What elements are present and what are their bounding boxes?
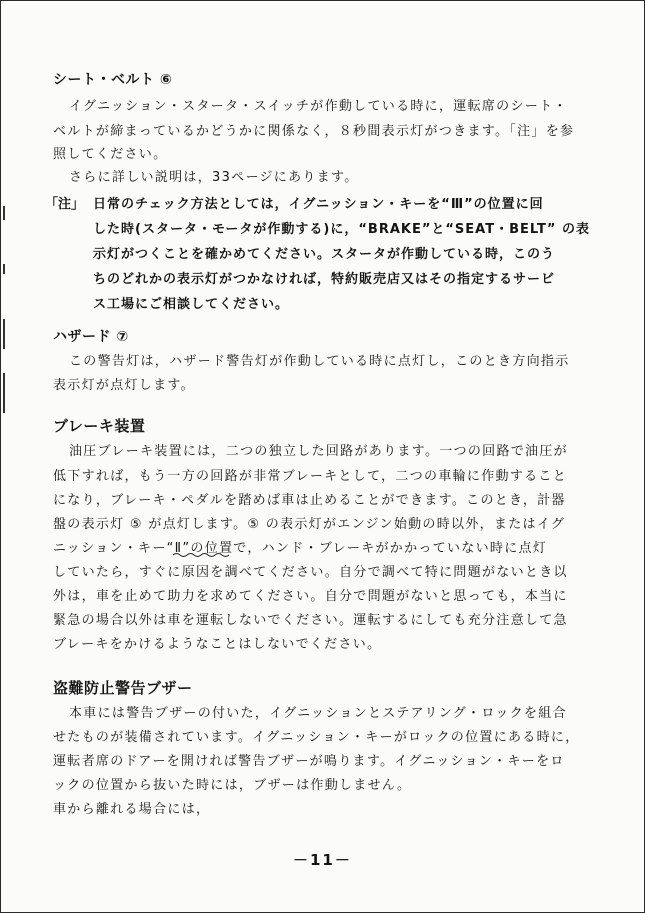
margin-mark bbox=[3, 206, 5, 220]
body-line: ベルトが締まっているかどうかに関係なく，８秒間表示灯がつきます。「注」を参 bbox=[53, 124, 575, 139]
body-line: 緊急の場合以外は車を運転しないでください。運転するにしても充分注意して急 bbox=[53, 613, 568, 628]
note-line: 示灯がつくことを確かめてください。スタータが作動している時，このう bbox=[93, 247, 556, 262]
body-line: さらに詳しい説明は，33ページにあります。 bbox=[69, 170, 359, 185]
section-heading: シート・ベルト ⑥ bbox=[53, 72, 173, 88]
body-line: になり，ブレーキ・ペダルを踏めば車は止めることができます。このとき，計器 bbox=[53, 493, 566, 508]
note-label: 「注」 bbox=[45, 197, 85, 212]
body-line: ニッション・キー“Ⅱ”の位置で，ハンド・ブレーキがかかっていない時に点灯 bbox=[53, 541, 548, 556]
body-line: この警告灯は，ハザード警告灯が作動している時に点灯し，このとき方向指示 bbox=[69, 354, 570, 369]
body-line: していたら，すぐに原因を調べてください。自分で調べて特に問題がないとき以 bbox=[53, 565, 568, 580]
body-line: 車から離れる場合には， bbox=[53, 802, 211, 817]
body-line: 油圧ブレーキ装置には，二つの独立した回路があります。一つの回路で油圧が bbox=[69, 444, 568, 459]
note-line: した時(スタータ・モータが作動する)に，“BRAKE”と“SEAT・BELT” の表 bbox=[93, 222, 590, 237]
body-line: 照してください。 bbox=[53, 147, 168, 162]
body-line: 盤の表示灯 ⑤ が点灯します。⑤ の表示灯がエンジン始動の時以外，またはイグ bbox=[53, 517, 566, 532]
body-line: 外は，車を止めて助力を求めてください。自分で問題がないと思っても，本当に bbox=[53, 589, 568, 604]
section-heading: ブレーキ装置 bbox=[53, 417, 146, 435]
body-line: せたものが装備されています。イグニッション・キーがロックの位置にある時に， bbox=[53, 730, 580, 745]
margin-mark bbox=[3, 264, 5, 274]
note-line: 日常のチェック方法としては，イグニッション・キーを“Ⅲ”の位置に回 bbox=[93, 197, 544, 212]
margin-mark bbox=[3, 373, 5, 413]
section-heading: ハザード ⑦ bbox=[53, 329, 129, 345]
body-line: ブレーキをかけるようなことはしないでください。 bbox=[53, 637, 382, 652]
page-number: －11－ bbox=[293, 851, 352, 869]
margin-mark bbox=[3, 319, 5, 349]
wavy-underline bbox=[173, 552, 229, 558]
body-line: 表示灯が点灯します。 bbox=[53, 378, 195, 393]
section-heading: 盗難防止警告ブザー bbox=[53, 679, 193, 697]
note-line: ス工場にご相談してください。 bbox=[93, 297, 290, 312]
body-line: 運転者席のドアーを開ければ警告ブザーが鳴ります。イグニッション・キーをロ bbox=[53, 754, 565, 769]
body-line: 低下すれば，もう一方の回路が非常ブレーキとして，二つの車輪に作動すること bbox=[53, 469, 568, 484]
body-line: 本車には警告ブザーの付いた，イグニッションとステアリング・ロックを組合 bbox=[69, 706, 567, 721]
body-line: ックの位置から抜いた時には，ブザーは作動しません。 bbox=[53, 778, 412, 793]
body-line: イグニッション・スタータ・スイッチが作動している時に，運転席のシート・ bbox=[69, 99, 568, 114]
note-line: ちのどれかの表示灯がつかなければ，特約販売店又はその指定するサービ bbox=[93, 272, 556, 287]
